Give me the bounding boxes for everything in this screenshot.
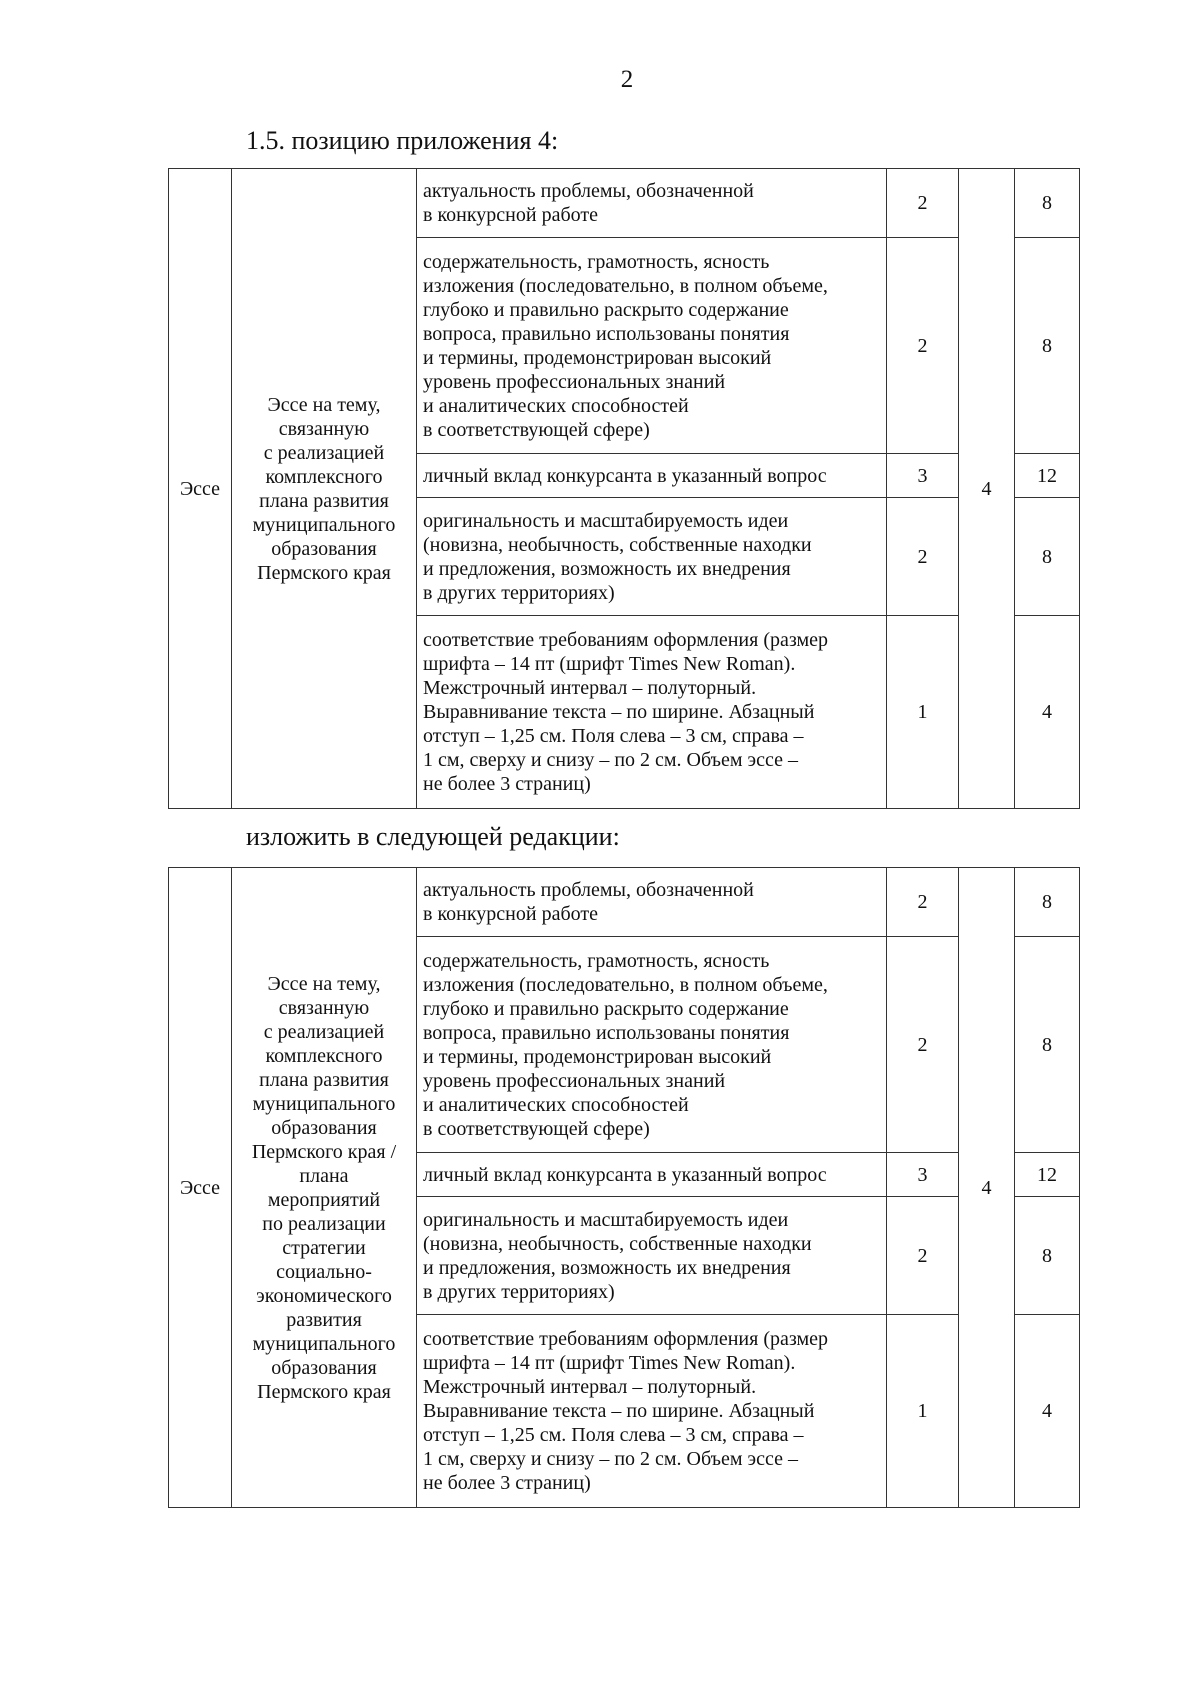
score-cell: 3 [887,454,959,498]
score-cell: 2 [887,1197,959,1315]
max-score-cell: 4 [1015,1315,1080,1508]
max-score-cell: 8 [1015,238,1080,454]
criterion-cell: личный вклад конкурсанта в указанный вопрос [417,454,887,498]
criterion-cell: личный вклад конкурсанта в указанный вопрос [417,1153,887,1197]
score-cell: 1 [887,1315,959,1508]
essay-theme-cell: Эссе на тему, связанную с реализацией комплексного плана развития муниципального образования Пермского края [232,169,417,809]
table-row [169,169,1080,238]
max-score-cell: 8 [1015,1197,1080,1315]
max-score-cell: 8 [1015,498,1080,616]
criterion-cell: содержательность, грамотность, ясность изложения (последовательно, в полном объеме, глубоко и правильно раскрыто содержание вопроса, правильно использованы понятия и термины, продемонстрирован высокий уровень профессиональных знаний и аналитических способностей в соответствующей сфере) [417,937,887,1153]
score-cell: 2 [887,868,959,937]
criterion-cell: соответствие требованиям оформления (размер шрифта – 14 пт (шрифт Times New Roman). Межстрочный интервал – полуторный. Выравнивание текста – по ширине. Абзацный отступ – 1,25 см. Поля слева – 3 см, справа – 1 см, сверху и снизу – по 2 см. Объем эссе – не более 3 страниц) [417,1315,887,1508]
score-cell: 1 [887,616,959,809]
criterion-cell: оригинальность и масштабируемость идеи (новизна, необычность, собственные находки и предложения, возможность их внедрения в других территориях) [417,498,887,616]
criterion-cell: актуальность проблемы, обозначенной в конкурсной работе [417,868,887,937]
max-score-cell: 8 [1015,169,1080,238]
score-cell: 2 [887,937,959,1153]
work-type-cell: Эссе [169,868,232,1508]
criterion-cell: актуальность проблемы, обозначенной в конкурсной работе [417,169,887,238]
coefficient-cell: 4 [959,868,1015,1508]
max-score-cell: 8 [1015,937,1080,1153]
score-cell: 3 [887,1153,959,1197]
criterion-cell: соответствие требованиям оформления (размер шрифта – 14 пт (шрифт Times New Roman). Межстрочный интервал – полуторный. Выравнивание текста – по ширине. Абзацный отступ – 1,25 см. Поля слева – 3 см, справа – 1 см, сверху и снизу – по 2 см. Объем эссе – не более 3 страниц) [417,616,887,809]
section-heading: изложить в следующей редакции: [246,822,620,851]
page-number: 2 [620,66,634,93]
section-heading: 1.5. позицию приложения 4: [246,126,559,155]
max-score-cell: 4 [1015,616,1080,809]
max-score-cell: 12 [1015,454,1080,498]
criterion-cell: содержательность, грамотность, ясность изложения (последовательно, в полном объеме, глубоко и правильно раскрыто содержание вопроса, правильно использованы понятия и термины, продемонстрирован высокий уровень профессиональных знаний и аналитических способностей в соответствующей сфере) [417,238,887,454]
coefficient-cell: 4 [959,169,1015,809]
work-type-cell: Эссе [169,169,232,809]
score-cell: 2 [887,238,959,454]
max-score-cell: 12 [1015,1153,1080,1197]
max-score-cell: 8 [1015,868,1080,937]
score-cell: 2 [887,498,959,616]
criteria-table-old [168,168,1080,809]
score-cell: 2 [887,169,959,238]
criterion-cell: оригинальность и масштабируемость идеи (новизна, необычность, собственные находки и предложения, возможность их внедрения в других территориях) [417,1197,887,1315]
criteria-table-new [168,867,1080,1508]
essay-theme-cell: Эссе на тему, связанную с реализацией комплексного плана развития муниципального образования Пермского края / плана мероприятий по реализации стратегии социально- экономического развития муниципального образования Пермского края [232,868,417,1508]
table-row [169,868,1080,937]
